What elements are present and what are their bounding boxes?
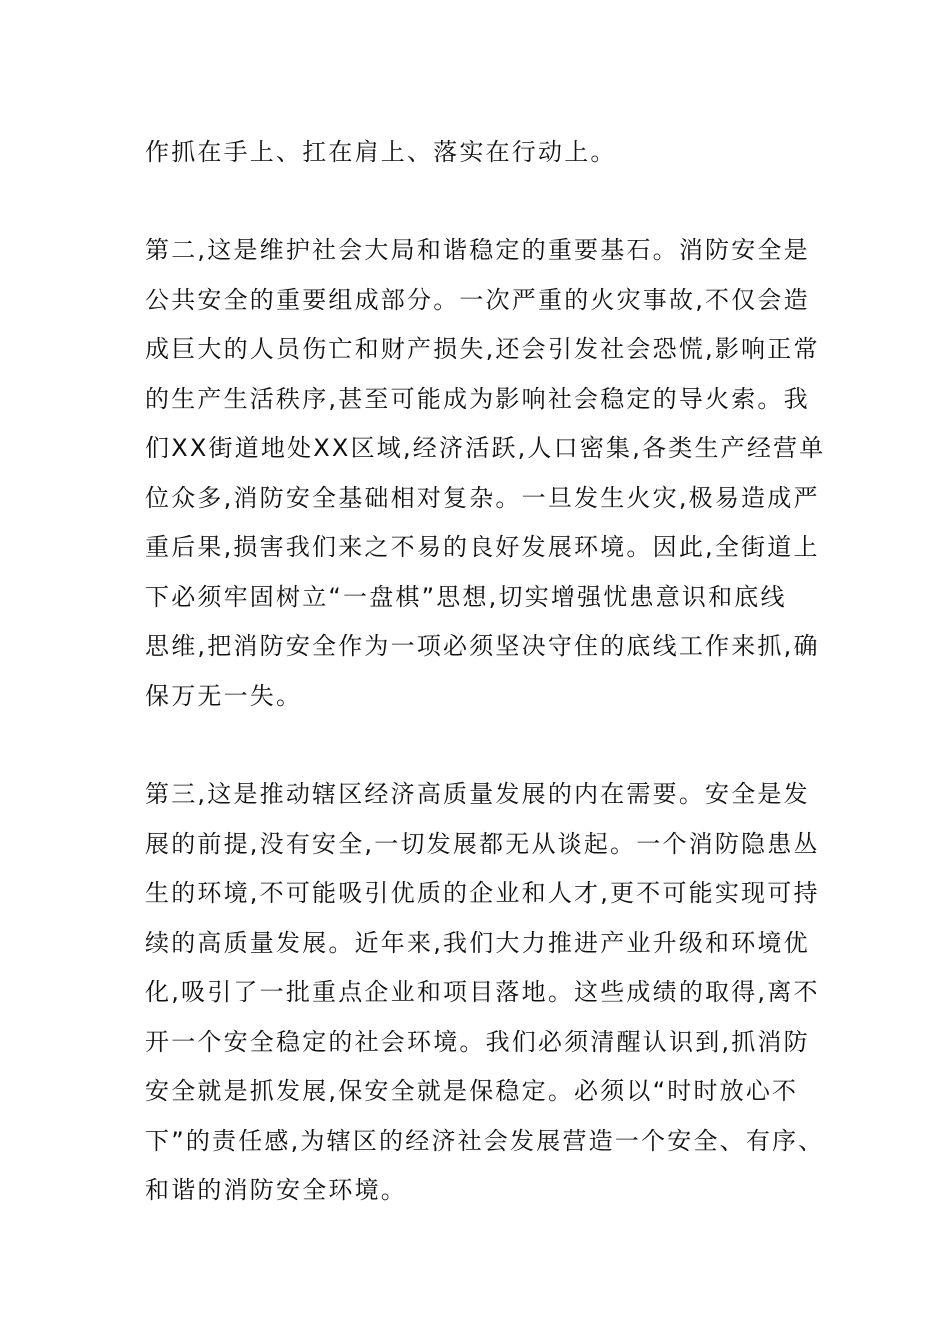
paragraph-third-point xyxy=(145,770,825,1216)
text-line: 第三,这是推动辖区经济高质量发展的内在需要。安全是发 xyxy=(145,780,810,808)
text-line: 安全就是抓发展,保安全就是保稳定。必须以“时时放心不 xyxy=(145,1077,799,1105)
text-line: 开一个安全稳定的社会环境。我们必须清醒认识到,抓消防 xyxy=(145,1027,810,1056)
text-line: 下必须牢固树立“一盘棋”思想,切实增强忧患意识和底线 xyxy=(145,582,787,611)
text-line: 的生产生活秩序,甚至可能成为影响社会稳定的导火索。我 xyxy=(145,384,810,413)
paragraph-continuation xyxy=(145,128,825,178)
text-line: 们XX街道地处XX区域,经济活跃,人口密集,各类生产经营单 xyxy=(145,434,826,462)
text-line: 位众多,消防安全基础相对复杂。一旦发生火灾,极易造成严 xyxy=(145,483,820,512)
text-line: 成巨大的人员伤亡和财产损失,还会引发社会恐慌,影响正常 xyxy=(145,335,820,363)
text-line: 第二,这是维护社会大局和谐稳定的重要基石。消防安全是 xyxy=(145,236,810,264)
text-line: 作抓在手上、扛在肩上、落实在行动上。 xyxy=(145,138,617,166)
text-line: 展的前提,没有安全,一切发展都无从谈起。一个消防隐患丛 xyxy=(145,829,820,858)
text-line: 思维,把消防安全作为一项必须坚决守住的底线工作来抓,确 xyxy=(145,632,820,660)
text-line: 生的环境,不可能吸引优质的企业和人才,更不可能实现可持 xyxy=(145,879,820,907)
text-line: 续的高质量发展。近年来,我们大力推进产业升级和环境优 xyxy=(145,928,810,957)
text-line: 保万无一失。 xyxy=(145,681,303,710)
text-line: 和谐的消防安全环境。 xyxy=(145,1176,407,1204)
paragraph-second-point xyxy=(145,226,825,721)
text-line: 公共安全的重要组成部分。一次严重的火灾事故,不仅会造 xyxy=(145,285,810,314)
text-line: 重后果,损害我们来之不易的良好发展环境。因此,全街道上 xyxy=(145,533,820,561)
text-line: 下”的责任感,为辖区的经济社会发展营造一个安全、有序、 xyxy=(145,1126,825,1155)
text-line: 化,吸引了一批重点企业和项目落地。这些成绩的取得,离不 xyxy=(145,978,820,1006)
